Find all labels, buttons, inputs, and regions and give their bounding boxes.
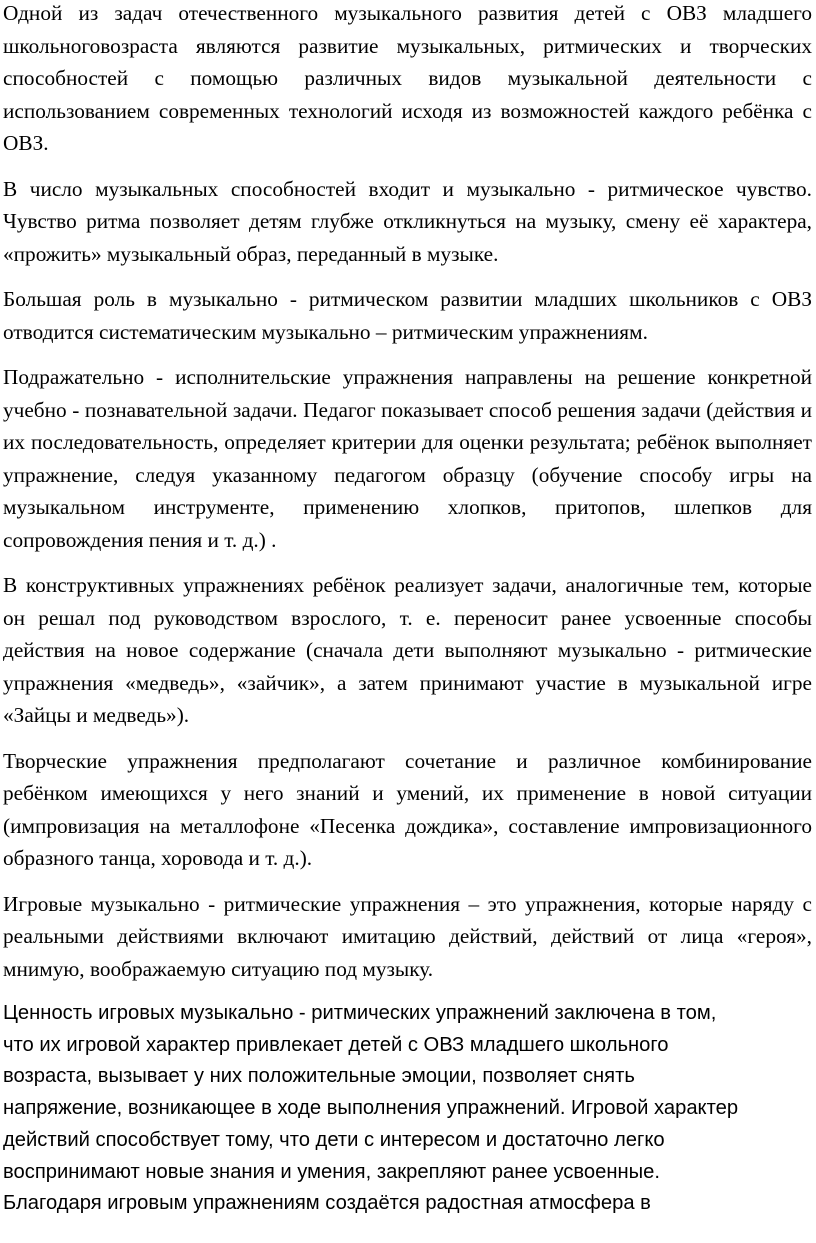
text-line: что их игровой характер привлекает детей с ОВЗ младшего школьного xyxy=(3,1033,669,1056)
text-line: действий способствует тому, что дети с интересом и достаточно легко xyxy=(3,1128,665,1151)
text-line: напряжение, возникающее в ходе выполнения упражнений. Игровой характер xyxy=(3,1097,739,1120)
paragraph-imitative-exercises: Подражательно - исполнительские упражнения направлены на решение конкретной учебно - познавательной задачи. Педагог показывает способ решения задачи (действия и их последовательность, определяет критерии для оценки результата; ребёнок выполняет упражнение, следуя указанному педагогом образцу (обучение способу игры на музыкальном инструменте, применению хлопков, притопов, шлепков для сопровождения пения и т. д.) . xyxy=(3,365,812,552)
text-line: Благодаря игровым упражнениям создаётся радостная атмосфера в xyxy=(3,1192,651,1215)
text-line: Ценность игровых музыкально - ритмических упражнений заключена в том, xyxy=(3,1002,717,1024)
paragraph-goals: Одной из задач отечественного музыкального развития детей с ОВЗ младшего школьноговозраста являются развитие музыкальных, ритмических и творческих способностей с помощью различных видов музыкальной деятельности с использованием современных технологий исходя из возможностей каждого ребёнка с ОВЗ. xyxy=(3,1,812,155)
text-line: воспринимают новые знания и умения, закрепляют ранее усвоенные. xyxy=(3,1160,660,1183)
paragraph-exercises-role: Большая роль в музыкально - ритмическом развитии младших школьников с ОВЗ отводится систематическим музыкально – ритмическим упражнениям. xyxy=(3,287,812,344)
paragraph-game-value xyxy=(3,998,812,1220)
text-line: возраста, вызывает у них положительные эмоции, позволяет снять xyxy=(3,1065,635,1088)
paragraph-rhythm-sense: В число музыкальных способностей входит и музыкально - ритмическое чувство. Чувство ритма позволяет детям глубже откликнуться на музыку, смену её характера, «прожить» музыкальный образ, переданный в музыке. xyxy=(3,176,812,266)
paragraph-constructive-exercises: В конструктивных упражнениях ребёнок реализует задачи, аналогичные тем, которые он решал под руководством взрослого, т. е. переносит ранее усвоенные способы действия на новое содержание (сначала дети выполняют музыкально - ритмические упражнения «медведь», «зайчик», а затем принимают участие в музыкальной игре «Зайцы и медведь»). xyxy=(3,573,812,727)
paragraph-game-exercises: Игровые музыкально - ритмические упражнения – это упражнения, которые наряду с реальными действиями включают имитацию действий, действий от лица «героя», мнимую, воображаемую ситуацию под музыку. xyxy=(3,891,812,981)
paragraph-creative-exercises: Творческие упражнения предполагают сочетание и различное комбинирование ребёнком имеющихся у него знаний и умений, их применение в новой ситуации (импровизация на металлофоне «Песенка дождика», составление импровизационного образного танца, хоровода и т. д.). xyxy=(3,748,812,870)
